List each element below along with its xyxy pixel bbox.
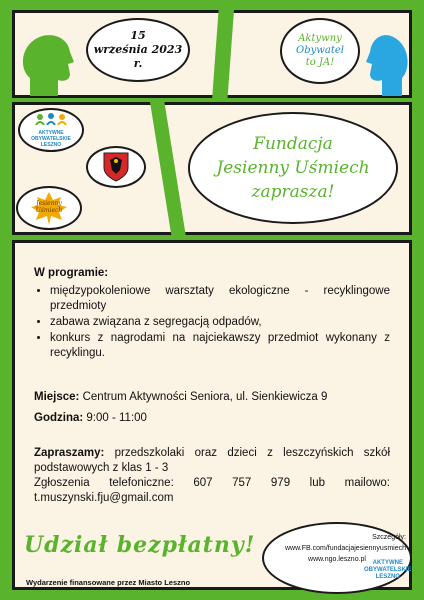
aktywne-obywatelskie-logo xyxy=(18,108,84,152)
aktywny-word: Aktywny xyxy=(298,33,342,44)
time-line xyxy=(34,411,390,426)
fundacja-line2: Jesienny Uśmiech xyxy=(216,158,370,178)
green-head-icon xyxy=(20,30,76,96)
details-label: Szczegóły: xyxy=(372,534,406,541)
date-bubble xyxy=(86,18,190,82)
place-label: Miejsce: xyxy=(34,391,80,403)
invite-value: przedszkolaki oraz dzieci z leszczyńskich szkół podstawowych z klas 1 - 3 xyxy=(34,447,390,474)
small-aktywne-logo xyxy=(364,560,412,581)
coat-of-arms-icon xyxy=(103,152,129,182)
jesienny-usmiech-logo xyxy=(16,186,82,230)
program-list xyxy=(34,284,390,361)
leszno-text: LESZNO xyxy=(40,142,62,148)
financed-by-text: Wydarzenie finansowane przez Miasto Leszno xyxy=(26,578,191,587)
small-aktywne-text: AKTYWNE xyxy=(372,560,403,566)
fundacja-bubble xyxy=(188,112,398,224)
free-entry-text: Udział bezpłatny! xyxy=(24,532,256,558)
small-obywatelskie-text: OBYWATELSKIE xyxy=(364,567,412,573)
program-item: • konkurs z nagrodami na najciekawszy przedmiot wykonany z recyklingu. xyxy=(50,331,390,361)
ngo-link[interactable]: www.ngo.leszno.pl xyxy=(308,556,366,563)
blue-head-icon xyxy=(366,30,410,96)
fundacja-line3: zaprasza! xyxy=(251,182,335,202)
obywatelskie-text: OBYWATELSKIE xyxy=(31,136,71,142)
program-title: W programie: xyxy=(34,267,109,279)
jesienny-text: Jesienny xyxy=(36,200,62,207)
aktywny-bubble xyxy=(280,18,360,84)
leszno-coat-of-arms-logo xyxy=(86,146,146,188)
phone-line: Zgłoszenia telefoniczne: 607 757 979 lub mailowo: xyxy=(34,477,390,489)
aktywne-text: AKTYWNE xyxy=(38,130,64,136)
program-item: • zabawa związana z segregacją odpadów, xyxy=(50,315,390,330)
program-item: • międzypokoleniowe warsztaty ekologiczne - recyklingowe przedmioty xyxy=(50,284,390,314)
fundacja-line1: Fundacja xyxy=(253,134,333,154)
people-icon xyxy=(34,113,68,125)
time-label: Godzina: xyxy=(34,412,84,424)
invite-line xyxy=(34,446,390,476)
facebook-link[interactable]: www.FB.com/fundacjajesiennyusmiech xyxy=(285,545,406,552)
main-content xyxy=(34,266,390,506)
obywatel-word: Obywatel xyxy=(296,45,344,56)
to-ja-word: to JA! xyxy=(305,57,335,68)
time-value: 9:00 - 11:00 xyxy=(86,412,147,424)
usmiech-text: Uśmiech xyxy=(35,207,63,214)
place-value: Centrum Aktywności Seniora, ul. Sienkiewicza 9 xyxy=(82,391,328,403)
date-day: 15 xyxy=(130,29,146,42)
invite-label: Zapraszamy: xyxy=(34,447,105,459)
email-text[interactable]: t.muszynski.fju@gmail.com xyxy=(34,492,174,504)
place-line xyxy=(34,390,390,405)
small-leszno-text: LESZNO xyxy=(375,574,400,580)
date-month-year: września 2023 r. xyxy=(93,43,183,70)
